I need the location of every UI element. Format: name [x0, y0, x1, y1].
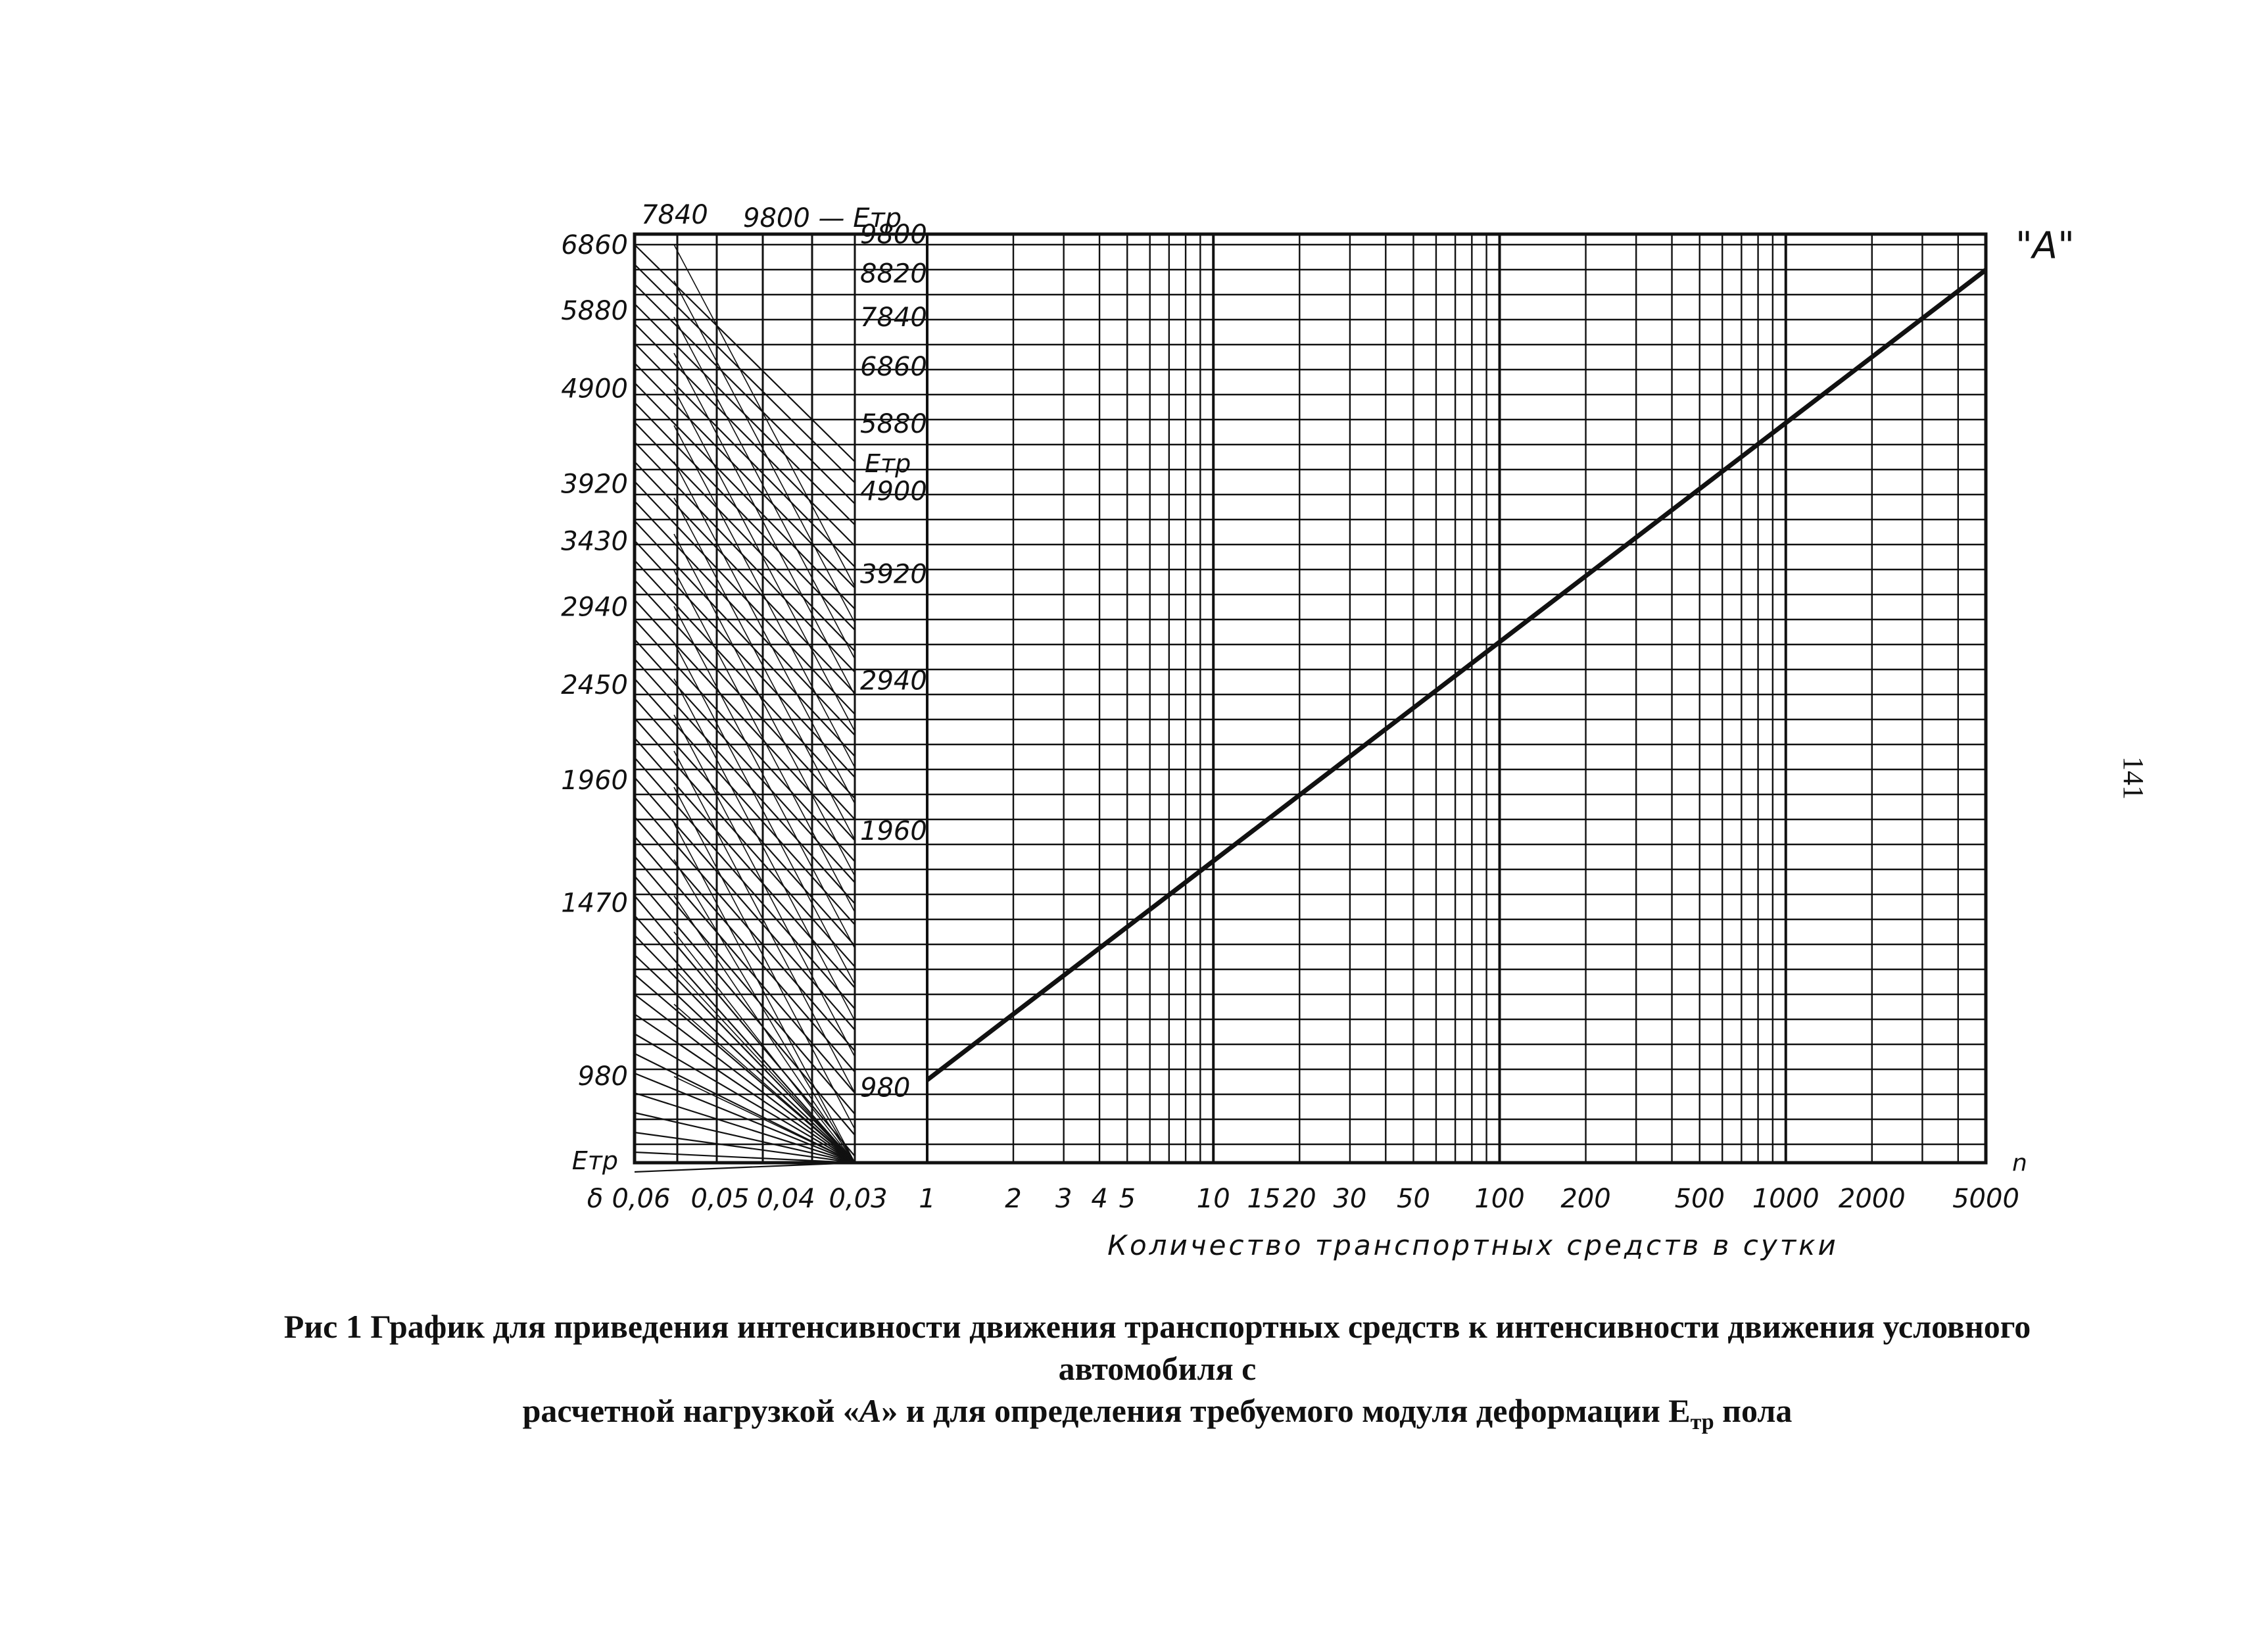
- nomogram-tick-label: 0,03: [829, 1184, 888, 1214]
- right-tick-label: 980: [860, 1073, 911, 1104]
- left-tick-label: 1470: [561, 888, 628, 919]
- caption-fig-label: Рис: [283, 1308, 338, 1345]
- caption-text-1: График для приведения интенсивности движения транспортных средств к интенсивности движения условного автомобиля с: [370, 1308, 2031, 1387]
- right-axis-label: Етр: [865, 449, 911, 478]
- hatch-line: [674, 606, 855, 948]
- left-tick-label: 4900: [561, 374, 628, 404]
- x-tick-label: 2: [1005, 1184, 1022, 1214]
- series-label-a: "А": [2015, 224, 2075, 268]
- axis-labels: [561, 200, 2027, 1261]
- caption-text-2c: пола: [1714, 1392, 1793, 1429]
- top-label: 7840: [641, 200, 708, 230]
- right-tick-label: 5880: [860, 408, 927, 439]
- x-tick-label: 15: [1247, 1184, 1281, 1214]
- nomogram-axis-label: δ: [587, 1184, 604, 1214]
- x-tick-label: 20: [1282, 1184, 1316, 1214]
- caption-text-2a: расчетной нагрузкой «: [522, 1392, 859, 1429]
- right-tick-label: 4900: [860, 476, 927, 507]
- right-tick-label: 3920: [860, 559, 927, 590]
- hatch-line: [635, 343, 855, 567]
- hatch-line: [635, 1034, 855, 1163]
- left-tick-label: 3430: [561, 526, 628, 557]
- hatch-line: [635, 679, 855, 925]
- nomogram-tick-label: 0,05: [690, 1184, 750, 1214]
- caption-subscript: тр: [1690, 1410, 1714, 1434]
- hatch-line: [635, 718, 855, 967]
- nomogram-tick-label: 0,04: [756, 1184, 815, 1214]
- x-tick-label: 1000: [1752, 1184, 1819, 1214]
- nomogram-hatching: [635, 245, 855, 1172]
- hatch-line: [635, 639, 855, 883]
- hatch-line: [674, 245, 855, 587]
- right-tick-label: 6860: [860, 352, 927, 383]
- nomogram-tick-label: 0,06: [612, 1184, 671, 1214]
- top-label: 9800 — Етр: [743, 203, 902, 233]
- x-tick-label: 3: [1055, 1184, 1072, 1214]
- hatch-line: [674, 715, 855, 1057]
- right-tick-label: 7840: [860, 302, 927, 333]
- x-tick-label: 30: [1333, 1184, 1367, 1214]
- left-tick-label: 2450: [561, 669, 628, 700]
- x-tick-label: 5000: [1952, 1184, 2019, 1214]
- hatch-line: [635, 698, 855, 946]
- x-tick-label: 10: [1196, 1184, 1230, 1214]
- x-tick-label: 2000: [1838, 1184, 1906, 1214]
- hatch-line: [674, 317, 855, 659]
- left-tick-label: 1960: [561, 765, 628, 796]
- hatch-line: [635, 797, 855, 1051]
- series-line-a: [927, 270, 1986, 1080]
- x-tick-label: 100: [1474, 1184, 1525, 1214]
- right-tick-label: 2940: [860, 666, 927, 696]
- hatch-line: [635, 837, 855, 1093]
- hatch-line: [635, 324, 855, 546]
- hatch-line: [635, 915, 855, 1163]
- hatch-line: [635, 876, 855, 1135]
- caption-line-2: [197, 1390, 2117, 1444]
- left-tick-label: 2940: [561, 592, 628, 623]
- x-tick-label: 4: [1091, 1184, 1108, 1214]
- hatch-line: [635, 659, 855, 904]
- hatch-line: [635, 777, 855, 1030]
- caption-line-1: [197, 1305, 2117, 1390]
- x-tick-label: 200: [1560, 1184, 1611, 1214]
- hatch-line: [635, 245, 855, 462]
- caption-text-2b: » и для определения требуемого модуля деформации Е: [881, 1392, 1691, 1429]
- page-number: 141: [2117, 756, 2150, 800]
- x-tick-label: 50: [1397, 1184, 1430, 1214]
- left-tick-label: 6860: [561, 230, 628, 260]
- hatch-line: [635, 896, 855, 1156]
- caption-fig-number: 1: [345, 1308, 362, 1345]
- x-tick-label: 5: [1119, 1184, 1136, 1214]
- left-tick-label: 5880: [561, 296, 628, 327]
- left-axis-label: Етр: [571, 1146, 618, 1175]
- x-tick-label: 1: [919, 1184, 936, 1214]
- figure-caption: [197, 1305, 2117, 1444]
- left-tick-label: 3920: [561, 469, 628, 500]
- caption-mark: А: [859, 1392, 882, 1429]
- x-end-label: n: [2012, 1150, 2027, 1177]
- x-axis-label: Количество транспортных средств в сутки: [1107, 1229, 1839, 1261]
- right-tick-label: 9800: [860, 220, 927, 250]
- hatch-line: [674, 570, 855, 912]
- x-tick-label: 500: [1674, 1184, 1725, 1214]
- left-tick-label: 980: [577, 1061, 628, 1092]
- right-tick-label: 8820: [860, 258, 927, 289]
- hatch-line: [635, 758, 855, 1009]
- right-tick-label: 1960: [860, 816, 927, 847]
